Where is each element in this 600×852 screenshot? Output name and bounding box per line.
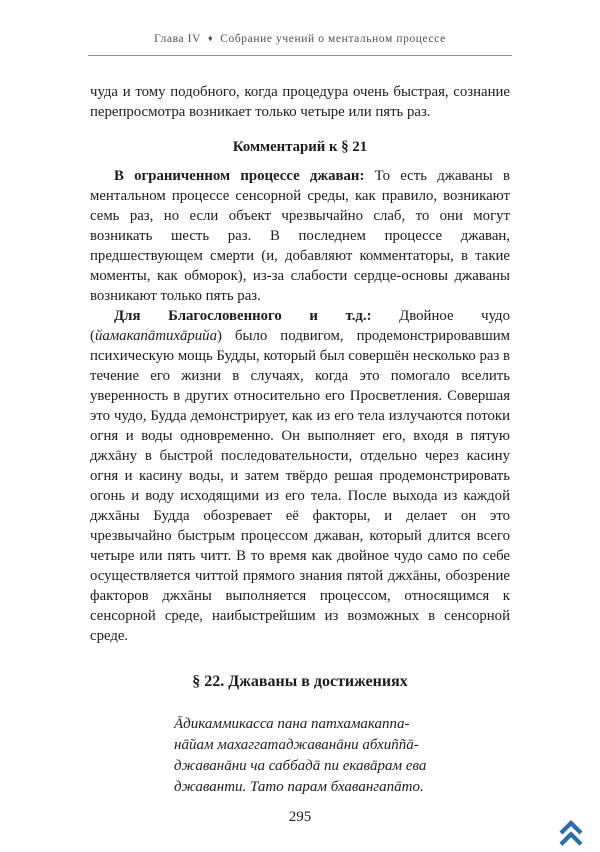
diamond-separator-icon: ♦ [208, 33, 214, 43]
page-number: 295 [288, 809, 312, 825]
paragraph-text: То есть джаваны в ментальном процессе сенсорной среды, как правило, возникают семь раз, но если объект чрезвычайно слаб, то они могут возникать шесть раз. В последнем процессе джаван, предшествующем смерти (и, добавляют комментаторы, в такие моменты, как обморок), из-за слабости сердце-основы джаваны возникают только пять раз. [90, 168, 510, 304]
quote-line: джаванāни ча саббадā пи екавāрам ева [174, 758, 427, 774]
scroll-to-top-button[interactable] [554, 816, 588, 850]
quote-line: Āдикаммикасса пана патхамакаппа- [174, 716, 410, 732]
comment-heading: Комментарий к § 21 [232, 139, 368, 155]
paragraph-text: Двойное чудо ( [90, 308, 510, 344]
paragraph-limited-process [90, 166, 510, 306]
double-chevron-up-icon [556, 818, 586, 848]
quote-line: джаванти. Тато парам бхавангапāто. [174, 779, 424, 795]
pali-quote [174, 714, 510, 798]
chapter-title: Собрание учений о ментальном процессе [220, 33, 446, 45]
header-rule [88, 55, 512, 56]
paragraph-text: ) было подвигом, продемонстрировавшим психическую мощь Будды, который был совершён несколько раз в течение его жизни в случаях, когда это помогало вселить уверенность в других относительно его Просветления. Совершая это чудо, Будда демонстрирует, как из его тела излучаются потоки огня и воды одновременно. Он выполняет его, входя в пятую джхāну в быстрой последовательности, отдельно через касину огня и касину воды, и затем твёрдо решая продемонстрировать огонь и воду исходящими из его тела. После выхода из каждой джхāны Будда обозревает её факторы, и делает он это чрезвычайно быстрым процессом джаван, который длится всего четыре или пять читт. В то время как двойное чудо само по себе осуществляется читтой прямого знания пятой джхāны, обозрение факторов джхāны выполняется процессом, относящимся к сенсорной среде, наибыстрейшим из возможных в сенсорной среде. [90, 328, 510, 644]
running-header [0, 33, 600, 45]
paragraph-continuation: чуда и тому подобного, когда процедура очень быстрая, сознание перепросмотра возникает только четыре или пять раз. [90, 84, 510, 120]
chapter-label: Глава IV [154, 33, 201, 45]
paragraph-lead: Для Благословенного и т.д.: [114, 308, 400, 324]
quote-line: нāйам махаггатаджаванāни абхиññā- [174, 737, 419, 753]
paragraph-lead: В ограниченном процессе джаван: [114, 168, 375, 184]
section-heading: § 22. Джаваны в достижениях [192, 673, 408, 690]
pali-term-italic: йамакапāтихāрийа [94, 328, 217, 344]
paragraph-blessed-one [90, 306, 510, 646]
page-content [90, 82, 510, 798]
